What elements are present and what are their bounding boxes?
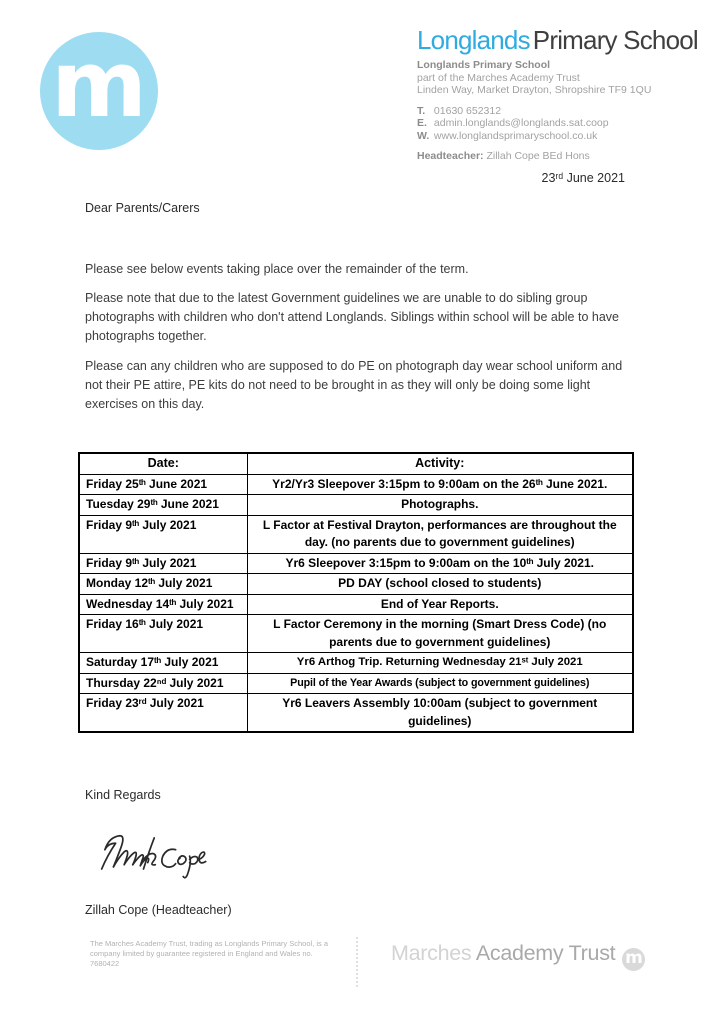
website-label: W.: [417, 129, 430, 142]
event-date: Saturday 17ᵗʰ July 2021: [79, 653, 247, 674]
headteacher-name: Zillah Cope BEd Hons: [486, 150, 590, 162]
school-title-primary-school: Primary School: [532, 25, 698, 55]
event-date: Friday 9ᵗʰ July 2021: [79, 553, 247, 574]
school-title-longlands: Longlands: [417, 25, 530, 55]
event-activity: Photographs.: [247, 495, 633, 516]
table-row: [79, 694, 633, 733]
table-row: [79, 495, 633, 516]
email-line: [417, 117, 697, 130]
signature-scribble: [92, 826, 210, 882]
footer-divider: [356, 937, 358, 987]
column-header-activity: Activity:: [247, 453, 633, 474]
school-name: Longlands Primary School: [417, 59, 551, 71]
event-date: Friday 9ᵗʰ July 2021: [79, 515, 247, 553]
table-header-row: [79, 453, 633, 474]
paragraph-photographs: Please note that due to the latest Government guidelines we are unable to do sibling group photographs with children who don't attend Longlands. Siblings within school will be able to have photographs together.: [85, 291, 619, 343]
table-row: [79, 653, 633, 674]
event-date: Friday 25ᵗʰ June 2021: [79, 474, 247, 495]
school-logo: [40, 32, 158, 150]
event-activity: PD DAY (school closed to students): [247, 574, 633, 595]
signatory-name: Zillah Cope (Headteacher): [85, 903, 232, 917]
event-activity: End of Year Reports.: [247, 594, 633, 615]
event-activity: Pupil of the Year Awards (subject to government guidelines): [247, 673, 633, 694]
trust-brand-marches: Marches: [391, 941, 472, 965]
trust-brand: [391, 941, 645, 971]
salutation: Dear Parents/Carers: [85, 201, 200, 215]
table-row: [79, 515, 633, 553]
table-row: [79, 553, 633, 574]
phone-number: 01630 652312: [433, 104, 502, 117]
event-date: Wednesday 14ᵗʰ July 2021: [79, 594, 247, 615]
table-row: [79, 474, 633, 495]
handwritten-signature: [92, 826, 210, 887]
event-activity: Yr6 Sleepover 3:15pm to 9:00am on the 10ᵗʰ July 2021.: [247, 553, 633, 574]
event-date: Monday 12ᵗʰ July 2021: [79, 574, 247, 595]
trust-brand-academy-trust: Academy Trust: [475, 941, 616, 965]
website-line: [417, 130, 697, 143]
table-row: [79, 673, 633, 694]
company-registration-text: The Marches Academy Trust, trading as Longlands Primary School, is a company limited by guarantee registered in England and Wales no. 7680422: [90, 939, 329, 968]
phone-label: T.: [417, 104, 426, 117]
letterhead: [417, 27, 697, 163]
paragraph-intro: Please see below events taking place over the remainder of the term.: [85, 262, 469, 276]
trust-line: part of the Marches Academy Trust: [417, 71, 580, 84]
school-title: [417, 27, 697, 53]
phone-line: [417, 105, 697, 118]
column-header-date: Date:: [79, 453, 247, 474]
table-row: [79, 615, 633, 653]
event-activity: Yr6 Leavers Assembly 10:00am (subject to government guidelines): [247, 694, 633, 733]
letterhead-details: [417, 59, 697, 163]
school-address: Linden Way, Market Drayton, Shropshire TF9 1QU: [417, 84, 652, 96]
table-row: [79, 574, 633, 595]
trust-m-icon: m: [622, 948, 645, 971]
logo-m-letter: m: [51, 31, 147, 138]
event-activity: Yr6 Arthog Trip. Returning Wednesday 21ˢᵗ July 2021: [247, 653, 633, 674]
email-label: E.: [417, 117, 427, 129]
letter-date: 23ʳᵈ June 2021: [541, 171, 625, 185]
events-table: [78, 452, 634, 733]
email-address: admin.longlands@longlands.sat.coop: [433, 117, 609, 129]
event-date: Tuesday 29ᵗʰ June 2021: [79, 495, 247, 516]
paragraph-pe-uniform: Please can any children who are supposed to do PE on photograph day wear school uniform and not their PE attire, PE kits do not need to be brought in as they will only be doing some light exercises on this day.: [85, 359, 623, 411]
closing-kind-regards: Kind Regards: [85, 788, 161, 802]
headteacher-label: Headteacher:: [417, 150, 484, 162]
event-date: Friday 16ᵗʰ July 2021: [79, 615, 247, 653]
event-date: Thursday 22ⁿᵈ July 2021: [79, 673, 247, 694]
event-date: Friday 23ʳᵈ July 2021: [79, 694, 247, 733]
event-activity: L Factor at Festival Drayton, performances are throughout the day. (no parents due to government guidelines): [247, 515, 633, 553]
event-activity: Yr2/Yr3 Sleepover 3:15pm to 9:00am on the 26ᵗʰ June 2021.: [247, 474, 633, 495]
event-activity: L Factor Ceremony in the morning (Smart Dress Code) (no parents due to government guidelines): [247, 615, 633, 653]
headteacher-line: [417, 150, 697, 163]
table-row: [79, 594, 633, 615]
website-url: www.longlandsprimaryschool.co.uk: [433, 129, 598, 142]
